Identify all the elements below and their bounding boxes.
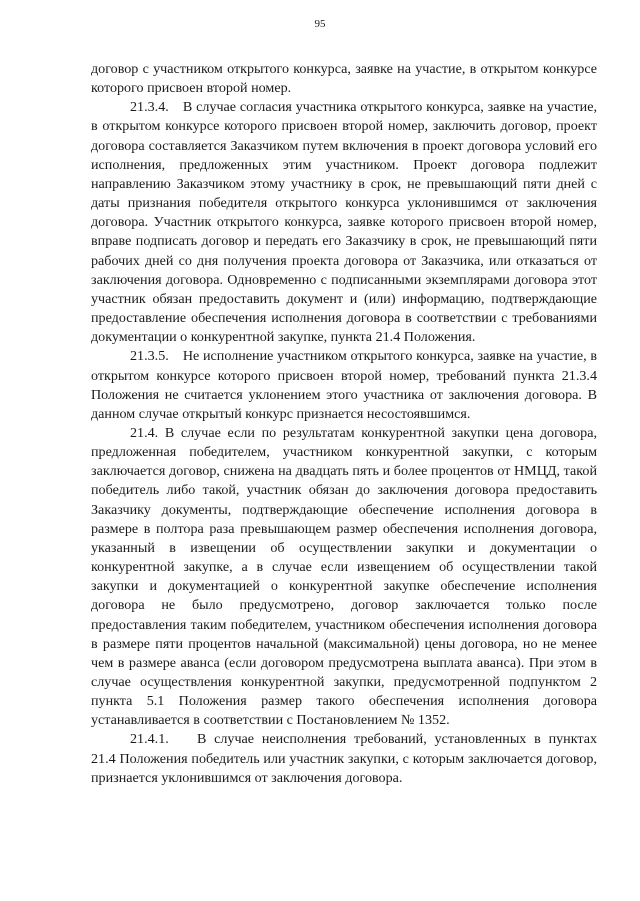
paragraph-21-4-1: 21.4.1. В случае неисполнения требований, установленных в пунктах 21.4 Положения победитель или участник закупки, с которым заключается договор, признается уклонившимся от заключения договора. — [91, 731, 597, 786]
paragraph-21-3-4: 21.3.4. В случае согласия участника открытого конкурса, заявке на участие, в открытом конкурсе которого присвоен второй номер, заключить договор, проект договора составляется Заказчиком путем включения в проект договора условий его исполнения, предложенных этим участником. Проект договора подлежит направлению Заказчиком этому участнику в срок, не превышающий пяти дней с даты признания победителя открытого конкурса уклонившимся от заключения договора. Участник открытого конкурса, заявке которого присвоен второй номер, вправе подписать договор и передать его Заказчику в срок, не превышающий пяти рабочих дней со дня получения проекта договора от Заказчика, или отказаться от заключения договора. Одновременно с подписанными экземплярами договора этот участник обязан предоставить документ и (или) информацию, подтверждающие предоставление обеспечения исполнения договора в соответствии с требованиями документации о конкурентной закупке, пункта 21.4 Положения. — [91, 99, 597, 346]
page-number: 95 — [314, 18, 326, 30]
paragraph-21-3-5: 21.3.5. Не исполнение участником открытого конкурса, заявке на участие, в открытом конкурсе которого присвоен второй номер, требований пункта 21.3.4 Положения не считается уклонением этого участника от заключения договора. В данном случае открытый конкурс признается несостоявшимся. — [91, 348, 597, 422]
document-body — [91, 60, 597, 788]
paragraph-21-4: 21.4. В случае если по результатам конкурентной закупки цена договора, предложенная победителем, участником конкурентной закупки, с которым заключается договор, снижена на двадцать пять и более процентов от НМЦД, такой победитель либо такой, участник обязан до заключения договора предоставить Заказчику документы, подтверждающие обеспечение исполнения договора в размере в полтора раза превышающем размер обеспечения исполнения договора, указанный в извещении об осуществлении закупки и документации о конкурентной закупке, а в случае если извещением об осуществлении такой закупки и документацией о конкурентной закупке обеспечение исполнения договора не было предусмотрено, договор заключается только после предоставления таким победителем, участником обеспечения исполнения договора в размере пяти процентов начальной (максимальной) цены договора, но не менее чем в размере аванса (если договором предусмотрена выплата аванса). При этом в случае осуществления конкурентной закупки, предусмотренной подпунктом 2 пункта 5.1 Положения размер такого обеспечения исполнения договора устанавливается в соответствии с Постановлением № 1352. — [91, 424, 597, 729]
paragraph-continuation: договор с участником открытого конкурса, заявке на участие, в открытом конкурсе которого присвоен второй номер. — [91, 61, 597, 97]
